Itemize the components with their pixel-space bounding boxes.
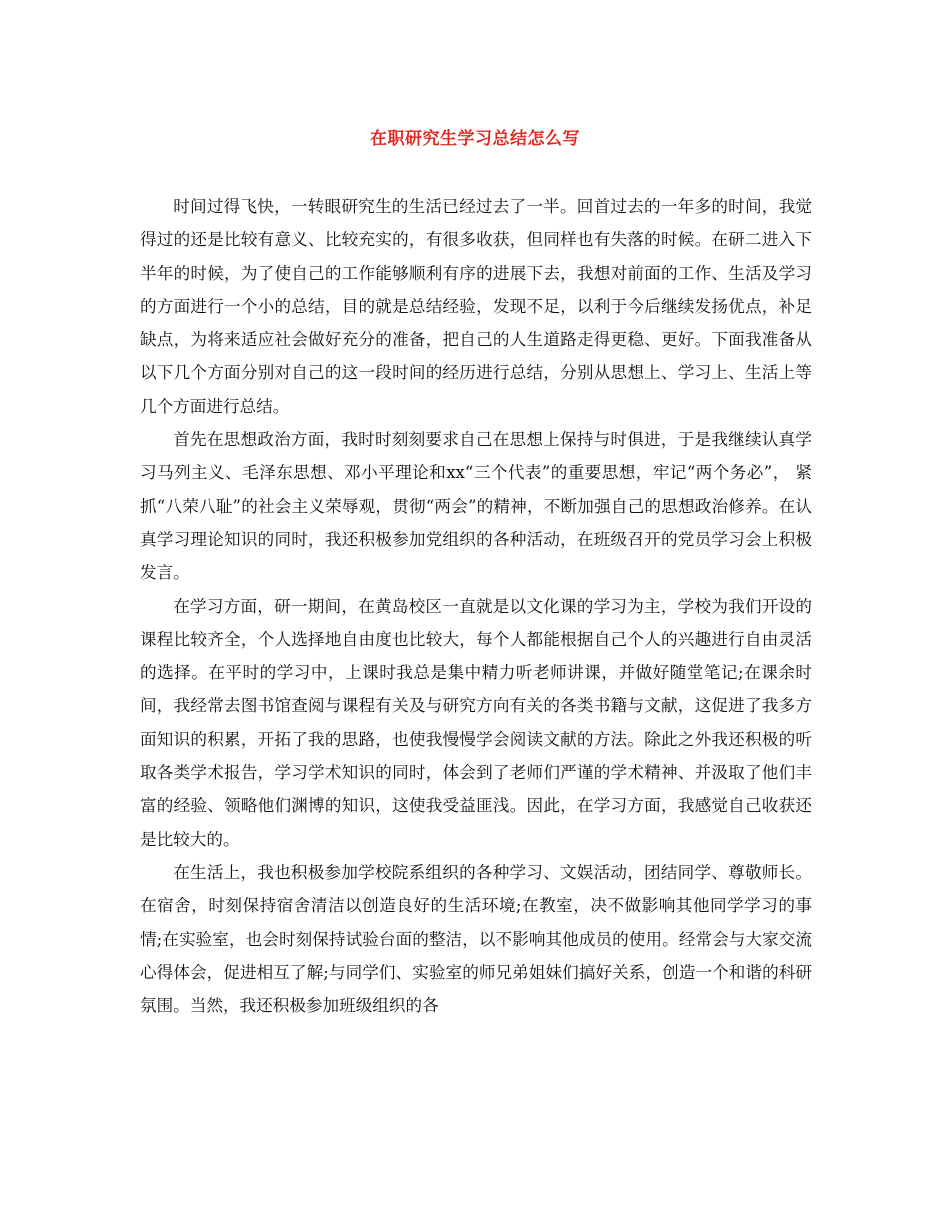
paragraph-political: 首先在思想政治方面，我时时刻刻要求自己在思想上保持与时俱进，于是我继续认真学习马列主义、毛泽东思想、邓小平理论和xx“三个代表”的重要思想，牢记“两个务必”， 紧抓“八荣八耻”的社会主义荣辱观，贯彻“两会”的精神，不断加强自己的思想政治修养。在认真学习理论知识的同时，我还积极参加党组织的各种活动，在班级召开的党员学习会上积极发言。	[140, 430, 812, 583]
paragraph-study: 在学习方面，研一期间，在黄岛校区一直就是以文化课的学习为主，学校为我们开设的课程比较齐全，个人选择地自由度也比较大，每个人都能根据自己个人的兴趣进行自由灵活的选择。在平时的学习中，上课时我总是集中精力听老师讲课，并做好随堂笔记;在课余时间，我经常去图书馆查阅与课程有关及与研究方向有关的各类书籍与文献，这促进了我多方面知识的积累，开拓了我的思路，也使我慢慢学会阅读文献的方法。除此之外我还积极的听取各类学术报告，学习学术知识的同时，体会到了老师们严谨的学术精神、并汲取了他们丰富的经验、领略他们渊博的知识，这使我受益匪浅。因此，在学习方面，我感觉自己收获还是比较大的。	[140, 596, 812, 849]
paragraph-life: 在生活上，我也积极参加学校院系组织的各种学习、文娱活动，团结同学、尊敬师长。在宿舍，时刻保持宿舍清洁以创造良好的生活环境;在教室，决不做影响其他同学学习的事情;在实验室，也会时刻保持试验台面的整洁，以不影响其他成员的使用。经常会与大家交流心得体会，促进相互了解;与同学们、实验室的师兄弟姐妹们搞好关系，创造一个和谐的科研氛围。当然，我还积极参加班级组织的各	[140, 862, 812, 1016]
document-title: 在职研究生学习总结怎么写	[370, 129, 580, 149]
paragraph-intro: 时间过得飞快，一转眼研究生的生活已经过去了一半。回首过去的一年多的时间，我觉得过的还是比较有意义、比较充实的，有很多收获，但同样也有失落的时候。在研二进入下半年的时候，为了使自己的工作能够顺利有序的进展下去，我想对前面的工作、生活及学习的方面进行一个小的总结，目的就是总结经验，发现不足，以利于今后继续发扬优点，补足缺点，为将来适应社会做好充分的准备，把自己的人生道路走得更稳、更好。下面我准备从以下几个方面分别对自己的这一段时间的经历进行总结，分别从思想上、学习上、生活上等几个方面进行总结。	[140, 197, 812, 416]
document-body	[140, 190, 812, 1022]
